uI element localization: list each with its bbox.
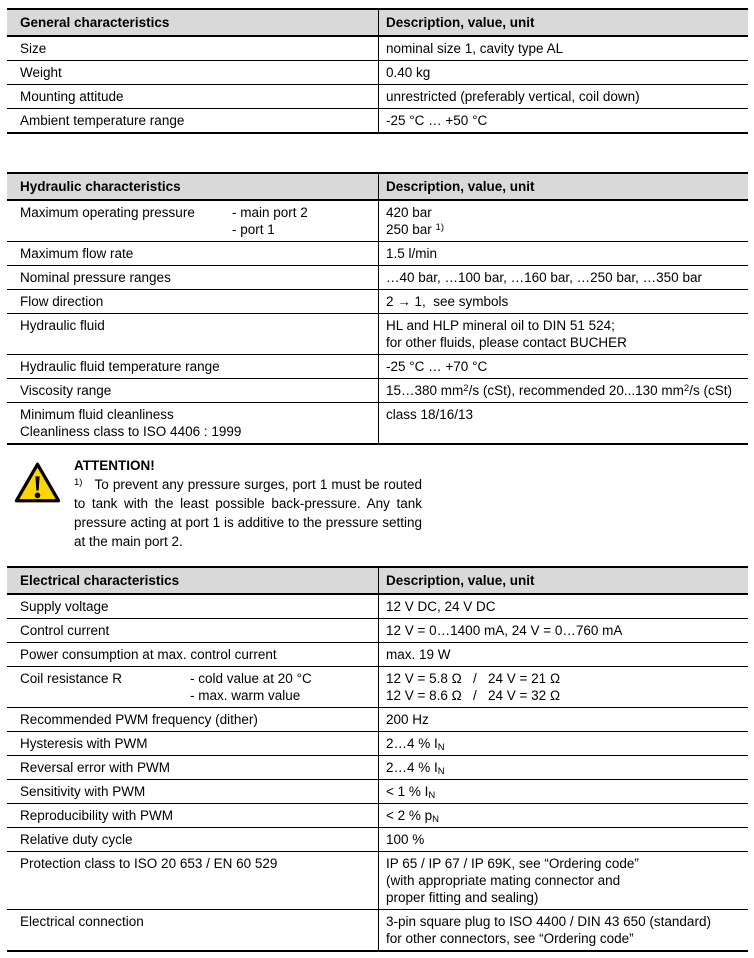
row-value: < 1 % $I_N$ [378,780,748,803]
row-label: Viscosity range [20,383,112,398]
value-column-header: Description, value, unit [378,174,748,199]
table-row [7,61,748,85]
row-value: 0.40 kg [378,61,748,84]
row-label: Size [20,41,47,56]
row-value: 3-pin square plug to ISO 4400 / DIN 43 650 (standard) for other connectors, see “Ordering code” [378,910,748,950]
table-row [7,910,748,950]
table-row [7,109,748,132]
table-title: Electrical characteristics [20,573,180,588]
table-row [7,314,748,355]
attention-text: $^{1)}$ To prevent any pressure surges, port 1 must be routed to tank with the least possible back-pressure. Any tank pressure acting at port 1 is additive to the pressure setting at the main port 2. [74,477,422,549]
row-label: Weight [20,65,62,80]
table-row [7,290,748,314]
attention-note [14,457,748,551]
row-value: 12 V = 5.8 Ω / 24 V = 21 Ω 12 V = 8.6 Ω / 24 V = 32 Ω [378,667,748,707]
table-row [7,732,748,756]
row-value: 12 V = 0…1400 mA, 24 V = 0…760 mA [378,619,748,642]
general-characteristics-table [7,8,748,134]
table-row [7,804,748,828]
row-value: IP 65 / IP 67 / IP 69K, see “Ordering code” (with appropriate mating connector and proper fitting and sealing) [378,852,748,909]
row-label: Maximum operating pressure - main port 2 - port 1 [20,205,308,237]
table-row [7,37,748,61]
row-label: Coil resistance R - cold value at 20 °C - max. warm value [20,671,312,703]
table-row [7,667,748,708]
row-label: Mounting attitude [20,89,124,104]
row-label: Power consumption at max. control current [20,647,277,662]
row-value: 1.5 l/min [378,242,748,265]
row-label: Recommended PWM frequency (dither) [20,712,258,727]
table-row [7,708,748,732]
row-value: 2 → 1, see symbols [378,290,748,313]
table-title: General characteristics [20,15,170,30]
table-header-row [7,568,748,595]
row-label: Electrical connection [20,914,144,929]
row-label: Ambient temperature range [20,113,185,128]
table-row [7,619,748,643]
table-row [7,85,748,109]
row-value: HL and HLP mineral oil to DIN 51 524; for other fluids, please contact BUCHER [378,314,748,354]
row-label: Flow direction [20,294,104,309]
row-value: 100 % [378,828,748,851]
row-sublabels: - main port 2 - port 1 [232,205,308,237]
row-value: nominal size 1, cavity type AL [378,37,748,60]
row-value: 2…4 % $I_N$ [378,756,748,779]
row-label: Reproducibility with PWM [20,808,174,823]
table-row [7,201,748,242]
table-row [7,379,748,403]
row-label: Minimum fluid cleanliness Cleanliness class to ISO 4406 : 1999 [20,407,242,439]
table-row [7,780,748,804]
table-row [7,595,748,619]
table-title: Hydraulic characteristics [20,179,181,194]
warning-triangle-icon [14,461,61,504]
row-value: unrestricted (preferably vertical, coil down) [378,85,748,108]
row-label: Nominal pressure ranges [20,270,171,285]
row-sublabels: - cold value at 20 °C - max. warm value [190,671,312,703]
table-header-row [7,174,748,201]
row-value: 420 bar 250 bar $^{1)}$ [378,201,748,241]
row-label: Hydraulic fluid [20,318,105,333]
attention-note-body [74,457,422,551]
row-value: -25 °C … +70 °C [378,355,748,378]
table-row [7,242,748,266]
row-value: 2…4 % $I_N$ [378,732,748,755]
value-column-header: Description, value, unit [378,568,748,593]
row-label: Protection class to ISO 20 653 / EN 60 529 [20,856,278,871]
table-row [7,266,748,290]
row-label: Relative duty cycle [20,832,133,847]
row-value: …40 bar, …100 bar, …160 bar, …250 bar, …350 bar [378,266,748,289]
table-row [7,828,748,852]
row-label: Reversal error with PWM [20,760,171,775]
value-column-header: Description, value, unit [378,10,748,35]
row-value: 200 Hz [378,708,748,731]
electrical-characteristics-table [7,566,748,952]
row-value: -25 °C … +50 °C [378,109,748,132]
row-value: < 2 % $p_N$ [378,804,748,827]
row-value: max. 19 W [378,643,748,666]
row-label: Sensitivity with PWM [20,784,146,799]
row-value: 12 V DC, 24 V DC [378,595,748,618]
row-value: 15…380 $mm^2/s$ (cSt), recommended 20...130 $mm^2/s$ (cSt) [378,379,748,402]
table-row [7,643,748,667]
row-value: class 18/16/13 [378,403,748,443]
row-label: Hydraulic fluid temperature range [20,359,220,374]
row-label: Control current [20,623,110,638]
row-label: Hysteresis with PWM [20,736,148,751]
attention-title: ATTENTION! [74,458,155,473]
table-header-row [7,10,748,37]
row-label: Supply voltage [20,599,109,614]
table-row [7,852,748,910]
row-label: Maximum flow rate [20,246,134,261]
hydraulic-characteristics-table [7,172,748,445]
table-row [7,403,748,443]
table-row [7,756,748,780]
table-row [7,355,748,379]
